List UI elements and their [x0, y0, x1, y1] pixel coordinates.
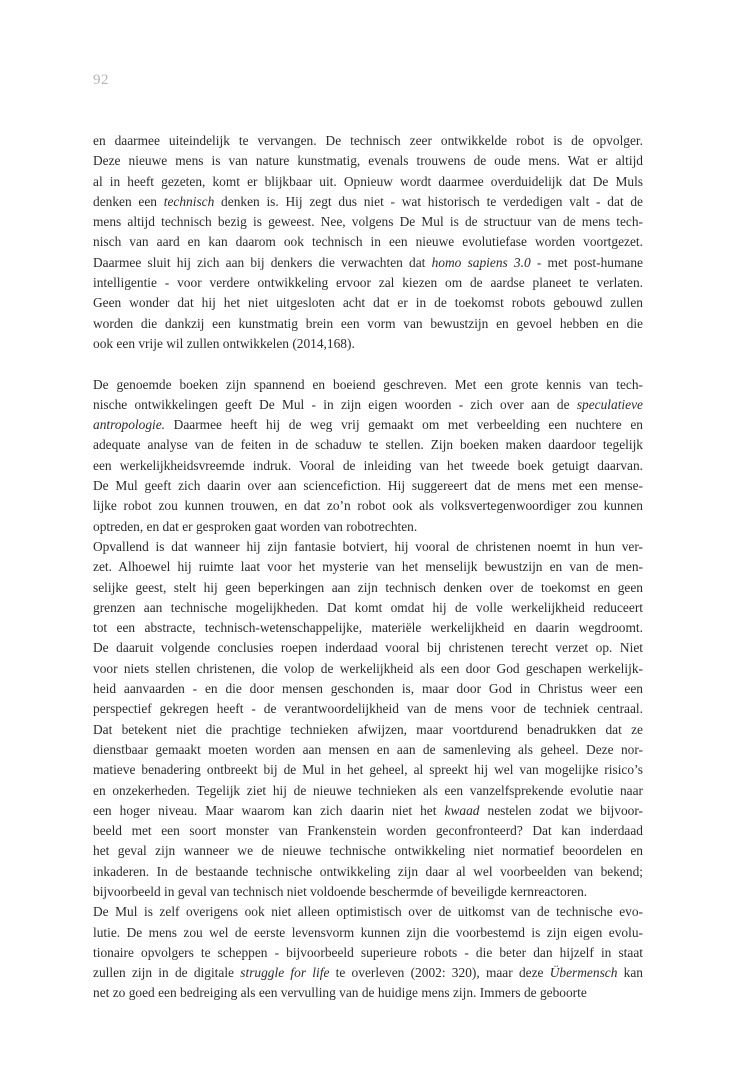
text-line: lijke robot zou kunnen trouwen, en dat zo’n robot ook als volksvertegenwoordiger zou kunnen [93, 498, 643, 514]
text-line: en daarmee uiteindelijk te vervangen. De technisch zeer ontwikkelde robot is de opvolger. [93, 133, 643, 148]
text-line: De Mul geeft zich daarin over aan sciencefiction. Hij suggereert dat de mens met een mense- [93, 478, 643, 494]
italic-term: kwaad [444, 802, 480, 818]
text-line: tionaire opvolgers te scheppen - bijvoorbeeld superieure robots - die beter dan hijzelf in staat [93, 944, 643, 960]
text-line: beeld met een soort monster van Frankenstein worden geconfronteerd? Dat kan inderdaad [93, 823, 643, 839]
paragraph [93, 537, 643, 902]
text-line: en onzekerheden. Tegelijk ziet hij de nieuwe technieken als een vanzelfsprekende evolutie naar [93, 782, 643, 798]
italic-term: technisch [163, 193, 215, 209]
text-line: nisch van aard en kan daarom ook technisch in een nieuwe evolutiefase worden voortgezet. [93, 234, 643, 250]
text-line: ook een vrije wil zullen ontwikkelen (2014,168). [93, 335, 355, 351]
text-line: bijvoorbeeld in geval van technisch niet voldoende beschermde of beveiligde kernreactoren. [93, 883, 588, 899]
page-number: 92 [93, 72, 109, 88]
paragraph [93, 375, 643, 537]
text-line: tot een abstracte, technisch-wetenschappelijke, materiële werkelijkheid en daarin wegdroomt. [93, 620, 643, 636]
text-line: mens altijd technisch bezig is geweest. Nee, volgens De Mul is de structuur van de mens tech- [93, 214, 643, 230]
text-line: het geval zijn wanneer we de nieuwe technische ontwikkeling niet normatief beoordelen en [93, 843, 643, 859]
text-line: denken een technisch denken is. Hij zegt dus niet - wat historisch te verdedigen valt - dat de [93, 193, 643, 209]
text-line: inkaderen. In de bestaande technische ontwikkeling zijn daar al wel voorbeelden van bekend; [93, 863, 643, 879]
text-line: optreden, en dat er gesproken gaat worden van robotrechten. [93, 518, 418, 534]
text-line: De daaruit volgende conclusies roepen inderdaad vooral bij christenen terecht verzet op. Niet [93, 640, 643, 656]
text-line: nische ontwikkelingen geeft De Mul - in zijn eigen woorden - zich over aan de speculatieve [93, 396, 643, 412]
text-line: zullen zijn in de digitale struggle for life te overleven (2002: 320), maar deze Übermensch kan [93, 965, 644, 981]
text-line: worden die dankzij een kunstmatig brein een vorm van bewustzijn en gevoel hebben en die [93, 315, 643, 331]
text-line: intelligentie - voor verdere ontwikkeling ervoor zal kiezen om de aardse planeet te verlaten. [93, 275, 643, 291]
text-line: Opvallend is dat wanneer hij zijn fantasie botviert, hij vooral de christenen noemt in hun ver- [93, 538, 643, 554]
text-line: perspectief gekregen heeft - de verantwoordelijkheid van de mens voor de techniek centraal. [93, 701, 643, 717]
text-line: De Mul is zelf overigens ook niet alleen optimistisch over de uitkomst van de technische evo- [93, 904, 643, 920]
text-line: voor niets stellen christenen, die volop de werkelijkheid als een door God geschapen werkelijk- [93, 660, 643, 676]
text-line: Dat betekent niet die prachtige technieken afwijzen, maar voortdurend benadrukken dat ze [93, 721, 643, 737]
text-line: een werkelijkheidsvreemde indruk. Vooral de inleiding van het tweede boek getuigt daarvan. [93, 457, 643, 473]
text-line: matieve benadering ontbreekt bij de Mul in het geheel, al spreekt hij wel van mogelijke risico’s [93, 762, 643, 778]
italic-term: homo sapiens 3.0 [431, 254, 531, 270]
text-line: een hoger niveau. Maar waarom kan zich daarin niet het kwaad nestelen zodat we bijvoor- [93, 802, 644, 818]
text-line: Deze nieuwe mens is van nature kunstmatig, evenals trouwens de oude mens. Wat er altijd [93, 153, 643, 169]
text-line: heid aanvaarden - en die door mensen geschonden is, maar door God in Christus weer een [93, 681, 643, 697]
text-line: net zo goed een bedreiging als een vervulling van de huidige mens zijn. Immers de geboorte [93, 985, 587, 1001]
text-line: De genoemde boeken zijn spannend en boeiend geschreven. Met een grote kennis van tech- [93, 376, 643, 392]
body-text [93, 131, 643, 1004]
text-line: Geen wonder dat hij het niet uitgesloten acht dat er in de toekomst robots gebouwd zullen [93, 295, 643, 311]
italic-term: speculatieve [576, 396, 643, 412]
paragraph-gap [93, 354, 643, 374]
text-line: dienstbaar gemaakt moeten worden aan mensen en aan de samenleving als geheel. Deze nor- [93, 741, 643, 757]
italic-term: Übermensch [549, 965, 618, 981]
paragraph [93, 131, 643, 354]
italic-term: struggle for life [240, 965, 330, 981]
text-line: grenzen aan technische mogelijkheden. Dat komt omdat hij de volle werkelijkheid reduceert [93, 599, 643, 615]
text-line: zet. Alhoewel hij ruimte laat voor het mysterie van het menselijk bewustzijn en van de men- [93, 559, 643, 575]
text-line: antropologie. Daarmee heeft hij de weg vrij gemaakt om met verbeelding een nuchtere en [93, 417, 643, 433]
text-line: adequate analyse van de feiten in de schaduw te stellen. Zijn boeken maken daardoor tegelijk [93, 437, 643, 453]
text-line: selijke geest, stelt hij geen beperkingen aan zijn technisch denken over de toekomst en geen [93, 579, 643, 595]
italic-term: antropologie. [93, 417, 166, 433]
text-line: Daarmee sluit hij zich aan bij denkers die verwachten dat homo sapiens 3.0 - met post-humane [93, 254, 643, 270]
text-line: lutie. De mens zou wel de eerste levensvorm kunnen zijn die voorbestemd is zijn eigen evolu- [93, 924, 643, 940]
text-line: al in heeft gezeten, komt er blijkbaar uit. Opnieuw wordt daarmee overduidelijk dat De Muls [93, 173, 643, 189]
paragraph [93, 902, 643, 1003]
